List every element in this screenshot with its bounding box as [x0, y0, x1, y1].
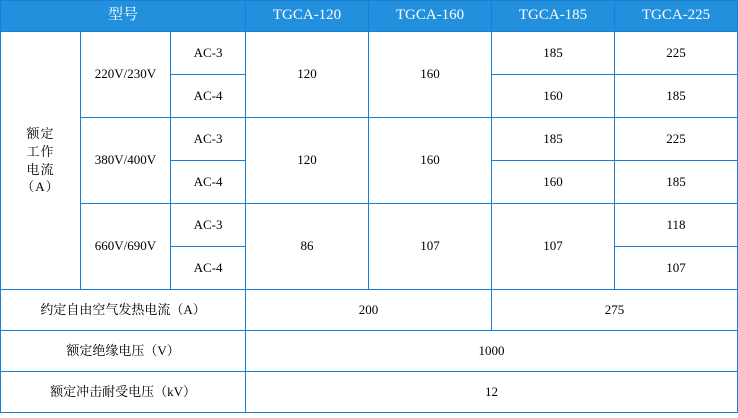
ac-type-label: AC-4 — [171, 247, 246, 290]
rated-insulation-voltage-value: 1000 — [246, 331, 738, 372]
ac-type-label: AC-4 — [171, 161, 246, 204]
table-row — [1, 118, 738, 161]
ac-type-label: AC-3 — [171, 32, 246, 75]
rated-impulse-withstand-voltage-label: 额定冲击耐受电压（kV） — [1, 372, 246, 413]
voltage-label-660: 660V/690V — [81, 204, 171, 290]
ac-type-label: AC-3 — [171, 118, 246, 161]
table-row — [1, 204, 738, 247]
value-220-ac4-model3: 160 — [492, 75, 615, 118]
value-380-ac4-model4: 185 — [615, 161, 738, 204]
table-row — [1, 290, 738, 331]
value-660-ac4-model4: 107 — [615, 247, 738, 290]
header-model-2: TGCA-160 — [369, 1, 492, 32]
value-220-ac3-model4: 225 — [615, 32, 738, 75]
value-380-ac3-model4: 225 — [615, 118, 738, 161]
value-660-ac3-model2: 107 — [369, 204, 492, 290]
value-220-ac3-model3: 185 — [492, 32, 615, 75]
ac-type-label: AC-4 — [171, 75, 246, 118]
rated-current-label-line-3: 电流 — [26, 161, 55, 177]
value-220-ac3-model2: 160 — [369, 32, 492, 118]
voltage-label-380: 380V/400V — [81, 118, 171, 204]
rated-impulse-withstand-voltage-value: 12 — [246, 372, 738, 413]
value-660-ac3-model1: 86 — [246, 204, 369, 290]
rated-current-label-line-1: 额定 — [26, 126, 55, 142]
value-220-ac3-model1: 120 — [246, 32, 369, 118]
header-model-3: TGCA-185 — [492, 1, 615, 32]
table-row — [1, 331, 738, 372]
value-380-ac3-model1: 120 — [246, 118, 369, 204]
rated-current-label-line-2: 工作 — [26, 143, 55, 159]
header-model-4: TGCA-225 — [615, 1, 738, 32]
conventional-thermal-current-value-2: 275 — [492, 290, 738, 331]
value-660-ac3-model4: 118 — [615, 204, 738, 247]
value-380-ac4-model3: 160 — [492, 161, 615, 204]
header-model-label: 型号 — [1, 1, 246, 32]
value-660-ac3-model3: 107 — [492, 204, 615, 290]
rated-current-label-line-4: （A） — [21, 179, 60, 195]
ac-type-label: AC-3 — [171, 204, 246, 247]
value-380-ac3-model2: 160 — [369, 118, 492, 204]
rated-current-label — [1, 32, 81, 290]
rated-insulation-voltage-label: 额定绝缘电压（V） — [1, 331, 246, 372]
header-model-1: TGCA-120 — [246, 1, 369, 32]
table-header-row — [1, 1, 738, 32]
voltage-label-220: 220V/230V — [81, 32, 171, 118]
table-row — [1, 32, 738, 75]
table-row — [1, 372, 738, 413]
conventional-thermal-current-label: 约定自由空气发热电流（A） — [1, 290, 246, 331]
value-380-ac3-model3: 185 — [492, 118, 615, 161]
conventional-thermal-current-value-1: 200 — [246, 290, 492, 331]
value-220-ac4-model4: 185 — [615, 75, 738, 118]
